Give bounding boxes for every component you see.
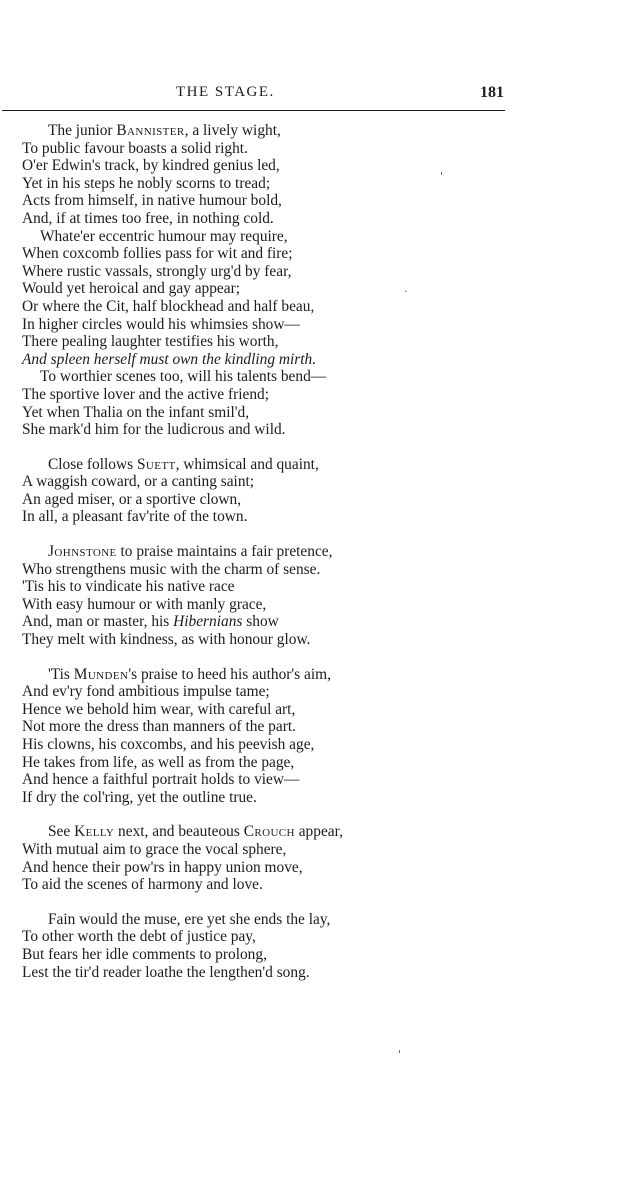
verse-line [22, 245, 442, 263]
line-text: Yet when Thalia on the infant smil'd, [22, 403, 250, 421]
line-text: See [48, 823, 75, 841]
line-text: With mutual aim to grace the vocal sphere, [22, 840, 287, 858]
line-text: , a lively wight, [184, 122, 281, 139]
verse-line [22, 666, 442, 684]
line-text: Would yet heroical and gay appear; [22, 280, 240, 298]
page-number: 181 [480, 84, 504, 101]
print-speck: . [404, 282, 408, 295]
line-text: She mark'd him for the ludicrous and wild. [22, 421, 286, 439]
line-text: To other worth the debt of justice pay, [22, 928, 256, 946]
line-text: There pealing laughter testifies his worth, [22, 333, 279, 351]
verse-line [22, 736, 442, 754]
poem-body [22, 122, 442, 998]
stanza [22, 823, 442, 893]
verse-line [22, 316, 442, 334]
verse-line [22, 491, 442, 509]
verse-line [22, 228, 442, 246]
line-text: His clowns, his coxcombs, and his peevish age, [22, 736, 315, 753]
line-text: And hence their pow'rs in happy union move, [22, 858, 303, 876]
verse-line [22, 140, 442, 158]
verse-line [22, 823, 442, 841]
stanza [22, 911, 442, 981]
verse-line [22, 175, 442, 193]
verse-line [22, 596, 442, 614]
verse-line [22, 561, 442, 579]
verse-line [22, 928, 442, 946]
line-text: They melt with kindness, as with honour glow. [22, 631, 311, 649]
line-text: Or where the Cit, half blockhead and half beau, [22, 297, 315, 315]
line-text: A waggish coward, or a canting saint; [22, 473, 255, 491]
verse-line [22, 718, 442, 736]
line-text: He takes from life, as well as from the page, [22, 753, 295, 771]
verse-line [22, 631, 442, 649]
verse-line [22, 841, 442, 859]
line-text: Close follows [48, 455, 137, 473]
line-text: 's praise to heed his author's aim, [128, 665, 331, 683]
line-text: Yet in his steps he nobly scorns to tread; [22, 174, 271, 192]
line-text: Who strengthens music with the charm of sense. [22, 560, 321, 578]
line-text: , whimsical and quaint, [175, 455, 319, 473]
verse-line [22, 404, 442, 422]
verse-line [22, 192, 442, 210]
verse-line [22, 543, 442, 561]
line-text: 'Tis [48, 665, 74, 683]
verse-line [22, 456, 442, 474]
verse-line [22, 683, 442, 701]
line-text: next, and beauteous [114, 823, 244, 841]
actor-name: Crouch [243, 823, 295, 841]
line-text: And ev'ry fond ambitious impulse tame; [22, 683, 270, 701]
line-text: To worthier scenes too, will his talents bend— [40, 368, 327, 386]
italic-text: Hibernians [173, 613, 243, 631]
verse-line [22, 263, 442, 281]
verse-line [22, 701, 442, 719]
line-text: appear, [294, 823, 343, 841]
verse-line [22, 421, 442, 439]
actor-name: Bannister [116, 122, 185, 139]
actor-name: Munden [73, 665, 129, 683]
line-text: to praise maintains a fair pretence, [116, 543, 333, 561]
line-text: To public favour boasts a solid right. [22, 139, 248, 157]
line-text: show [242, 613, 279, 631]
verse-line [22, 157, 442, 175]
verse-line [22, 280, 442, 298]
line-text: Hence we behold him wear, with careful art, [22, 700, 296, 718]
verse-line [22, 964, 442, 982]
line-text: Acts from himself, in native humour bold, [22, 192, 282, 210]
line-text: But fears her idle comments to prolong, [22, 945, 267, 963]
line-text: Whate'er eccentric humour may require, [40, 227, 288, 245]
verse-line [22, 210, 442, 228]
page-header [0, 84, 624, 108]
stanza [22, 543, 442, 649]
line-text: To aid the scenes of harmony and love. [22, 876, 263, 894]
line-text: In higher circles would his whimsies show— [22, 315, 300, 333]
line-text: And hence a faithful portrait holds to view— [22, 771, 300, 789]
print-speck: ' [440, 170, 444, 183]
line-text: If dry the col'ring, yet the outline true. [22, 788, 257, 806]
line-text: Fain would the muse, ere yet she ends the lay, [48, 910, 331, 928]
verse-line [22, 368, 442, 386]
line-text: Lest the tir'd reader loathe the lengthen'd song. [22, 963, 310, 981]
line-text: Not more the dress than manners of the part. [22, 718, 296, 736]
verse-line [22, 298, 442, 316]
actor-name: Kelly [74, 823, 115, 841]
stanza [22, 122, 442, 439]
italic-text: And spleen herself must own the kindling mirth. [22, 350, 317, 368]
line-text: When coxcomb follies pass for wit and fire; [22, 245, 293, 263]
stanza [22, 456, 442, 526]
line-text: Where rustic vassals, strongly urg'd by fear, [22, 262, 292, 280]
line-text: With easy humour or with manly grace, [22, 595, 267, 613]
print-speck: ' [398, 1048, 402, 1061]
verse-line [22, 473, 442, 491]
actor-name: Suett [136, 455, 176, 473]
verse-line [22, 876, 442, 894]
verse-line [22, 122, 442, 140]
verse-line [22, 386, 442, 404]
stanza [22, 666, 442, 807]
verse-line [22, 754, 442, 772]
line-text: The sportive lover and the active friend; [22, 385, 270, 403]
header-rule [2, 110, 505, 111]
line-text: O'er Edwin's track, by kindred genius led, [22, 157, 280, 175]
verse-line [22, 508, 442, 526]
line-text: And, if at times too free, in nothing cold. [22, 209, 274, 227]
running-title: THE STAGE. [176, 84, 275, 100]
line-text: In all, a pleasant fav'rite of the town. [22, 508, 248, 526]
line-text: The junior [48, 122, 117, 139]
verse-line [22, 613, 442, 631]
line-text: An aged miser, or a sportive clown, [22, 490, 242, 508]
verse-line [22, 789, 442, 807]
verse-line [22, 946, 442, 964]
verse-line [22, 578, 442, 596]
verse-line [22, 911, 442, 929]
line-text: 'Tis his to vindicate his native race [22, 578, 235, 596]
verse-line [22, 859, 442, 877]
actor-name: Johnstone [48, 543, 117, 561]
verse-line [22, 333, 442, 351]
verse-line [22, 351, 442, 369]
verse-line [22, 771, 442, 789]
line-text: And, man or master, his [22, 613, 174, 631]
